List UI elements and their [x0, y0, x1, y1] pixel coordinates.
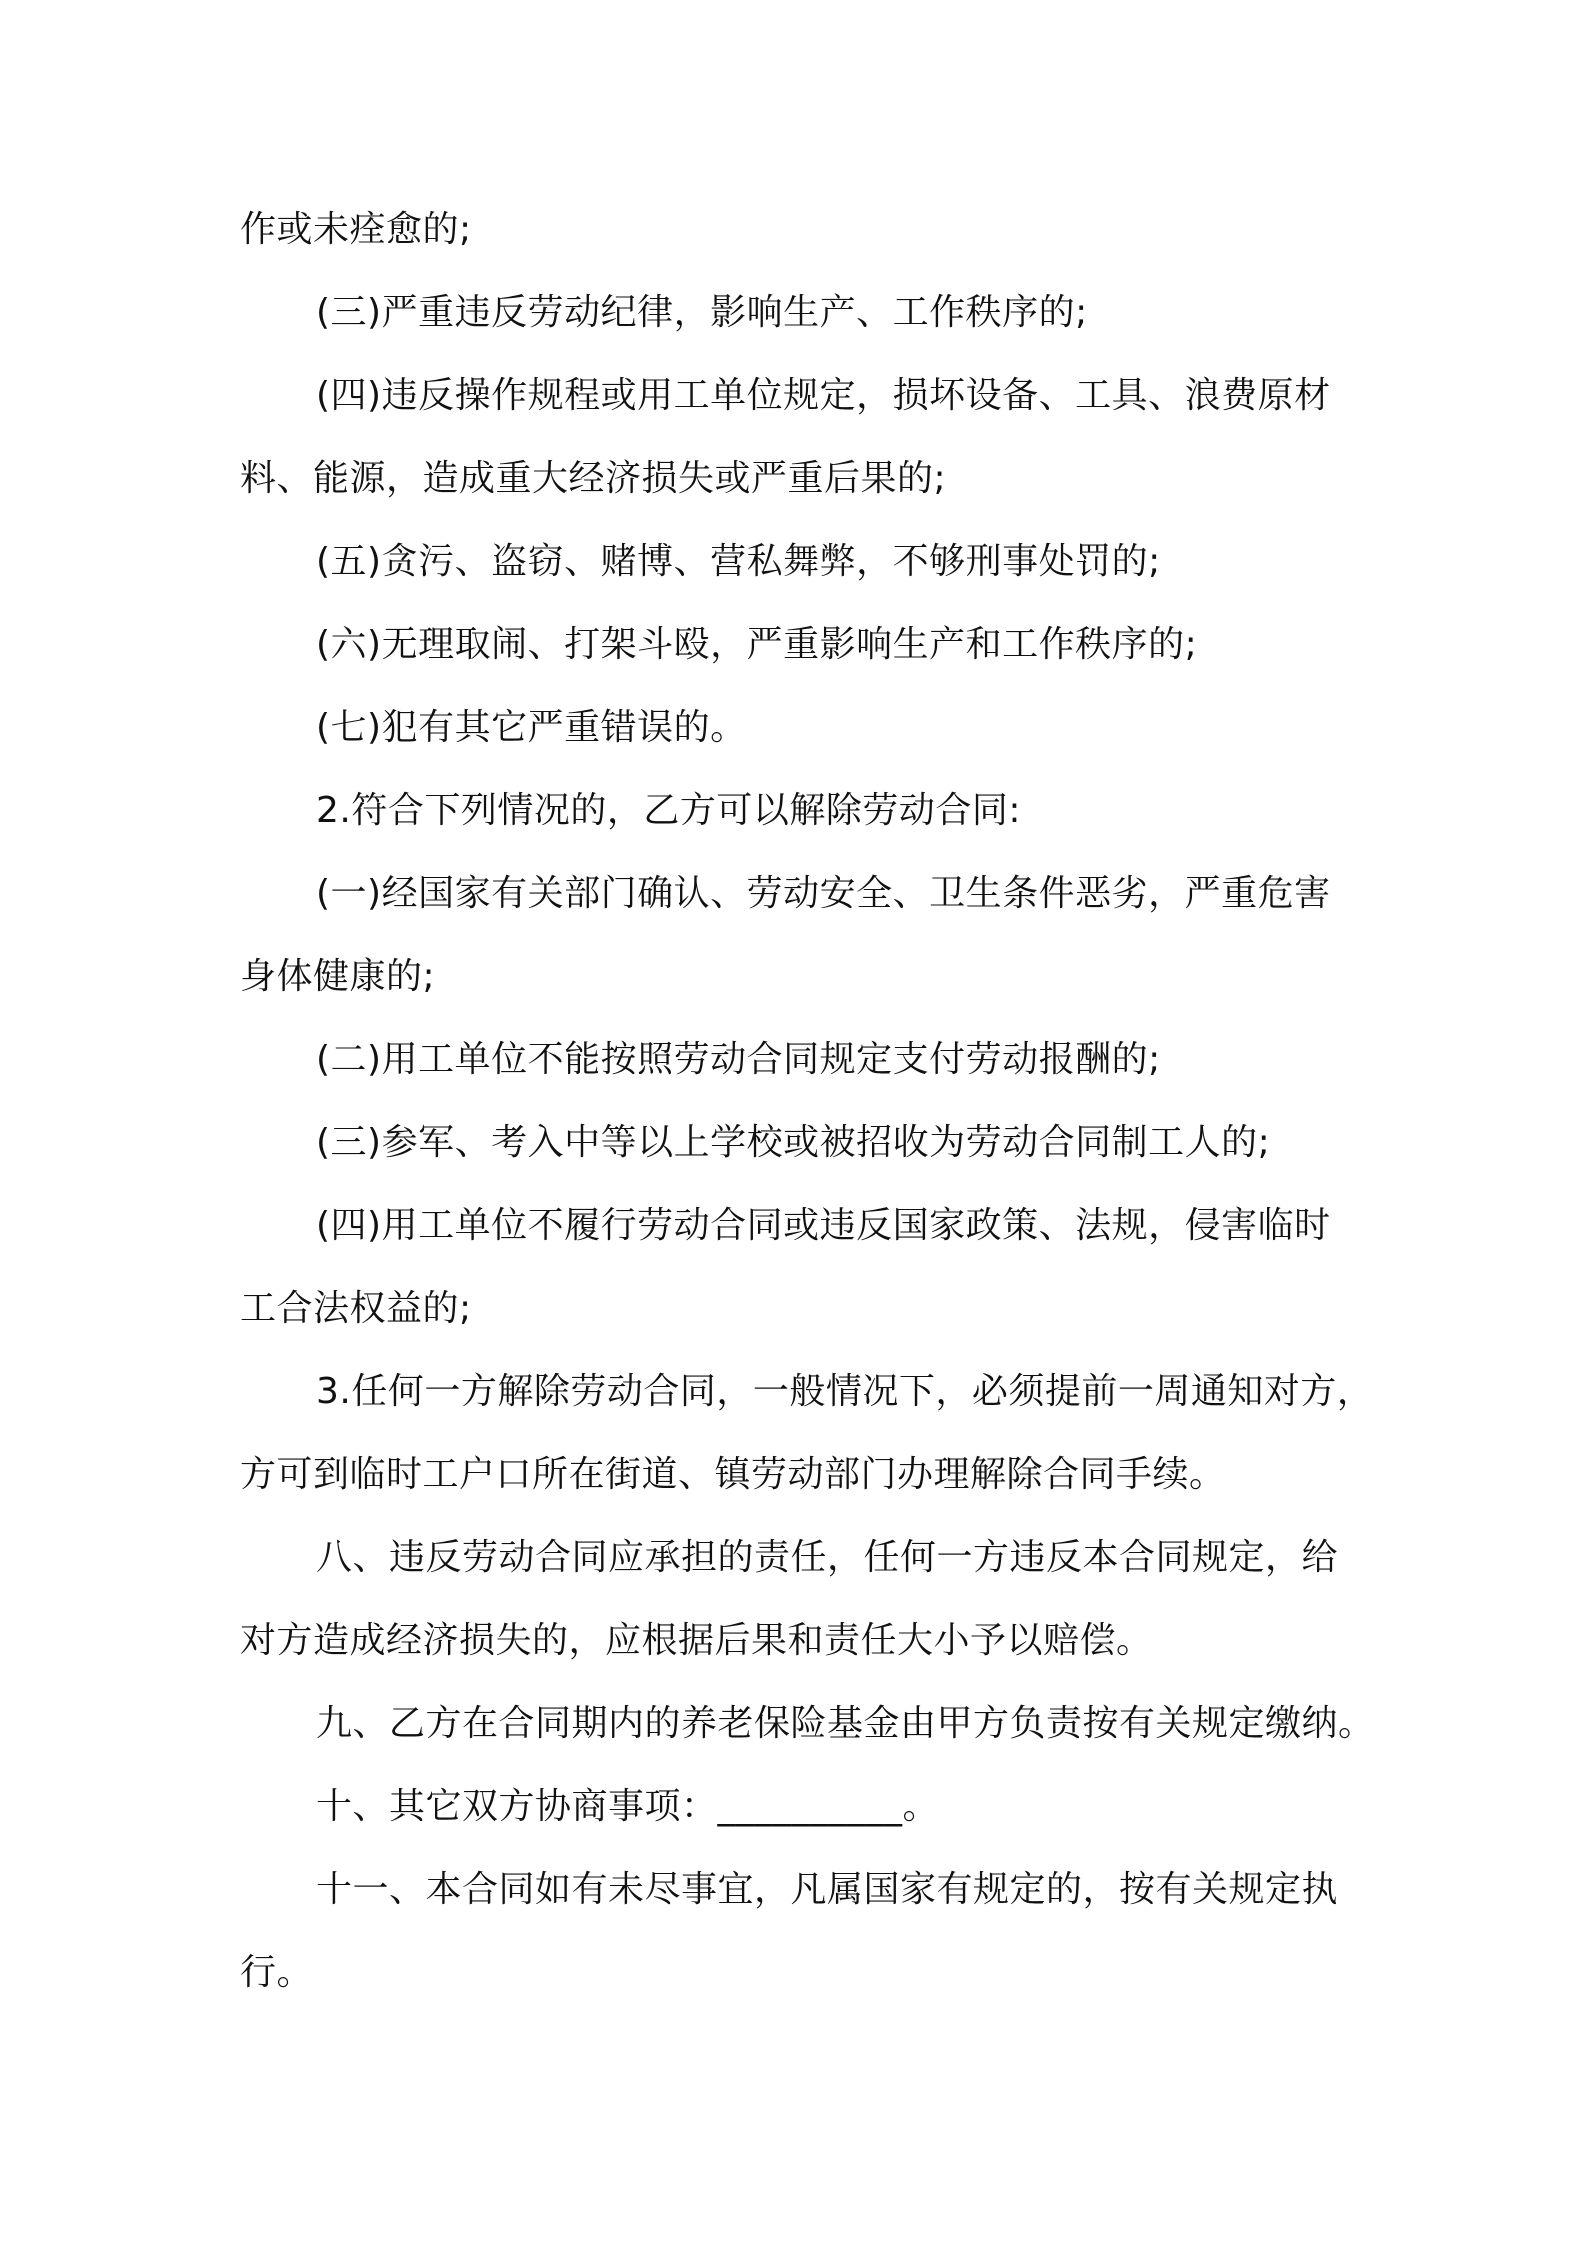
text-line: (三)严重违反劳动纪律，影响生产、工作秩序的; [316, 292, 1088, 333]
text-line: (二)用工单位不能按照劳动合同规定支付劳动报酬的; [316, 1039, 1161, 1080]
text-line: 方可到临时工户口所在街道、镇劳动部门办理解除合同手续。 [240, 1454, 1226, 1495]
text-line: 十、其它双方协商事项：__________。 [316, 1786, 940, 1827]
text-line: 料、能源，造成重大经济损失或严重后果的; [240, 458, 947, 499]
document-body [240, 188, 1390, 2014]
text-line: (四)违反操作规程或用工单位规定，损坏设备、工具、浪费原材 [316, 375, 1331, 416]
text-line: (五)贪污、盗窃、赌博、营私舞弊，不够刑事处罚的; [316, 541, 1161, 582]
text-line: 3.任何一方解除劳动合同，一般情况下，必须提前一周通知对方， [316, 1371, 1374, 1412]
text-line: (一)经国家有关部门确认、劳动安全、卫生条件恶劣，严重危害 [316, 873, 1331, 914]
text-line: 工合法权益的; [240, 1288, 472, 1329]
text-line: (六)无理取闹、打架斗殴，严重影响生产和工作秩序的; [316, 624, 1198, 665]
text-line: (四)用工单位不履行劳动合同或违反国家政策、法规，侵害临时 [316, 1205, 1331, 1246]
text-line: 行。 [240, 1952, 314, 1993]
text-line: 2.符合下列情况的，乙方可以解除劳动合同: [316, 790, 1021, 831]
text-line: 八、违反劳动合同应承担的责任，任何一方违反本合同规定，给 [316, 1537, 1339, 1578]
text-line: 对方造成经济损失的，应根据后果和责任大小予以赔偿。 [240, 1620, 1153, 1661]
text-line: (三)参军、考入中等以上学校或被招收为劳动合同制工人的; [316, 1122, 1271, 1163]
text-line: (七)犯有其它严重错误的。 [316, 707, 747, 748]
text-line: 十一、本合同如有未尽事宜，凡属国家有规定的，按有关规定执 [316, 1869, 1339, 1910]
text-line: 九、乙方在合同期内的养老保险基金由甲方负责按有关规定缴纳。 [316, 1703, 1375, 1744]
text-line: 作或未痊愈的; [240, 209, 472, 250]
text-line: 身体健康的; [240, 956, 436, 997]
